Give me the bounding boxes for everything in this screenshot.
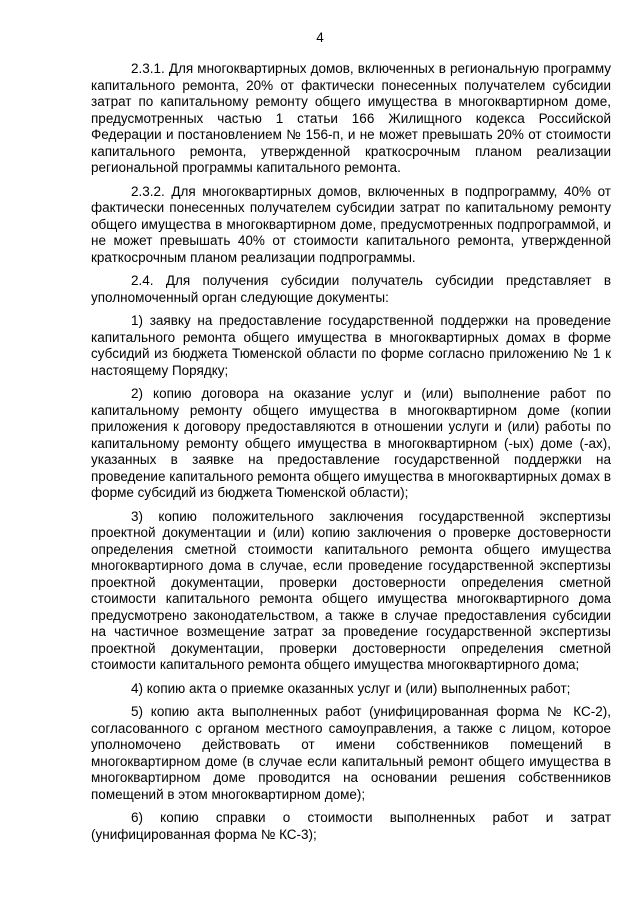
- list-item-2: 2) копию договора на оказание услуг и (или) выполнение работ по капитальному ремонту общего имущества в многоквартирном доме (копии приложения к договору предоставляются в отношении услуги и (или) работы по капитальному ремонту общего имущества в многоквартирном (-ых) доме (-ах), указанных в заявке на предоставление государственной поддержки на проведение капитального ремонта общего имущества в многоквартирных домах в форме субсидий из бюджета Тюменской области);: [91, 386, 611, 500]
- list-item-3: 3) копию положительного заключения государственной экспертизы проектной документации и (или) копию заключения о проверке достоверности определения сметной стоимости капитального ремонта общего имущества многоквартирного дома в случае, если проведение государственной экспертизы проектной документации, проверки достоверности определения сметной стоимости капитального ремонта общего имущества многоквартирного дома предусмотрено законодательством, а также в случае предоставления субсидии на частичное возмещение затрат за проведение государственной экспертизы проектной документации, проверки достоверности определения сметной стоимости капитального ремонта общего имущества многоквартирного дома;: [91, 508, 611, 672]
- paragraph-2-4: 2.4. Для получения субсидии получатель субсидии представляет в уполномоченный орган следующие документы:: [91, 273, 611, 305]
- paragraph-2-3-1: 2.3.1. Для многоквартирных домов, включенных в региональную программу капитального ремонта, 20% от фактически понесенных получателем субсидии затрат по капитальному ремонту общего имущества в многоквартирном доме, предусмотренных частью 1 статьи 166 Жилищного кодекса Российской Федерации и постановлением № 156-п, и не может превышать 20% от стоимости капитального ремонта, утвержденной краткосрочным планом реализации региональной программы капитального ремонта.: [91, 61, 611, 175]
- list-item-6: 6) копию справки о стоимости выполненных работ и затрат (унифицированная форма № КС-3);: [91, 810, 611, 842]
- list-item-5: 5) копию акта выполненных работ (унифицированная форма № КС-2), согласованного с органом местного самоуправления, а также с лицом, которое уполномочено действовать от имени собственников помещений в многоквартирном доме (в случае если капитальный ремонт общего имущества в многоквартирном доме проводится на основании решения собственников помещений в этом многоквартирном доме);: [91, 704, 611, 802]
- paragraph-2-3-2: 2.3.2. Для многоквартирных домов, включенных в подпрограмму, 40% от фактически понесенных получателем субсидии затрат по капитальному ремонту общего имущества в многоквартирном доме, предусмотренных подпрограммой, и не может превышать 40% от стоимости капитального ремонта, утвержденной краткосрочным планом реализации подпрограммы.: [91, 183, 611, 265]
- list-item-4: 4) копию акта о приемке оказанных услуг и (или) выполненных работ;: [131, 680, 571, 696]
- page-number: 4: [316, 30, 324, 45]
- list-item-1: 1) заявку на предоставление государственной поддержки на проведение капитального ремонта общего имущества в многоквартирных домах в форме субсидий из бюджета Тюменской области по форме согласно приложению № 1 к настоящему Порядку;: [91, 313, 611, 378]
- document-body: [91, 61, 611, 850]
